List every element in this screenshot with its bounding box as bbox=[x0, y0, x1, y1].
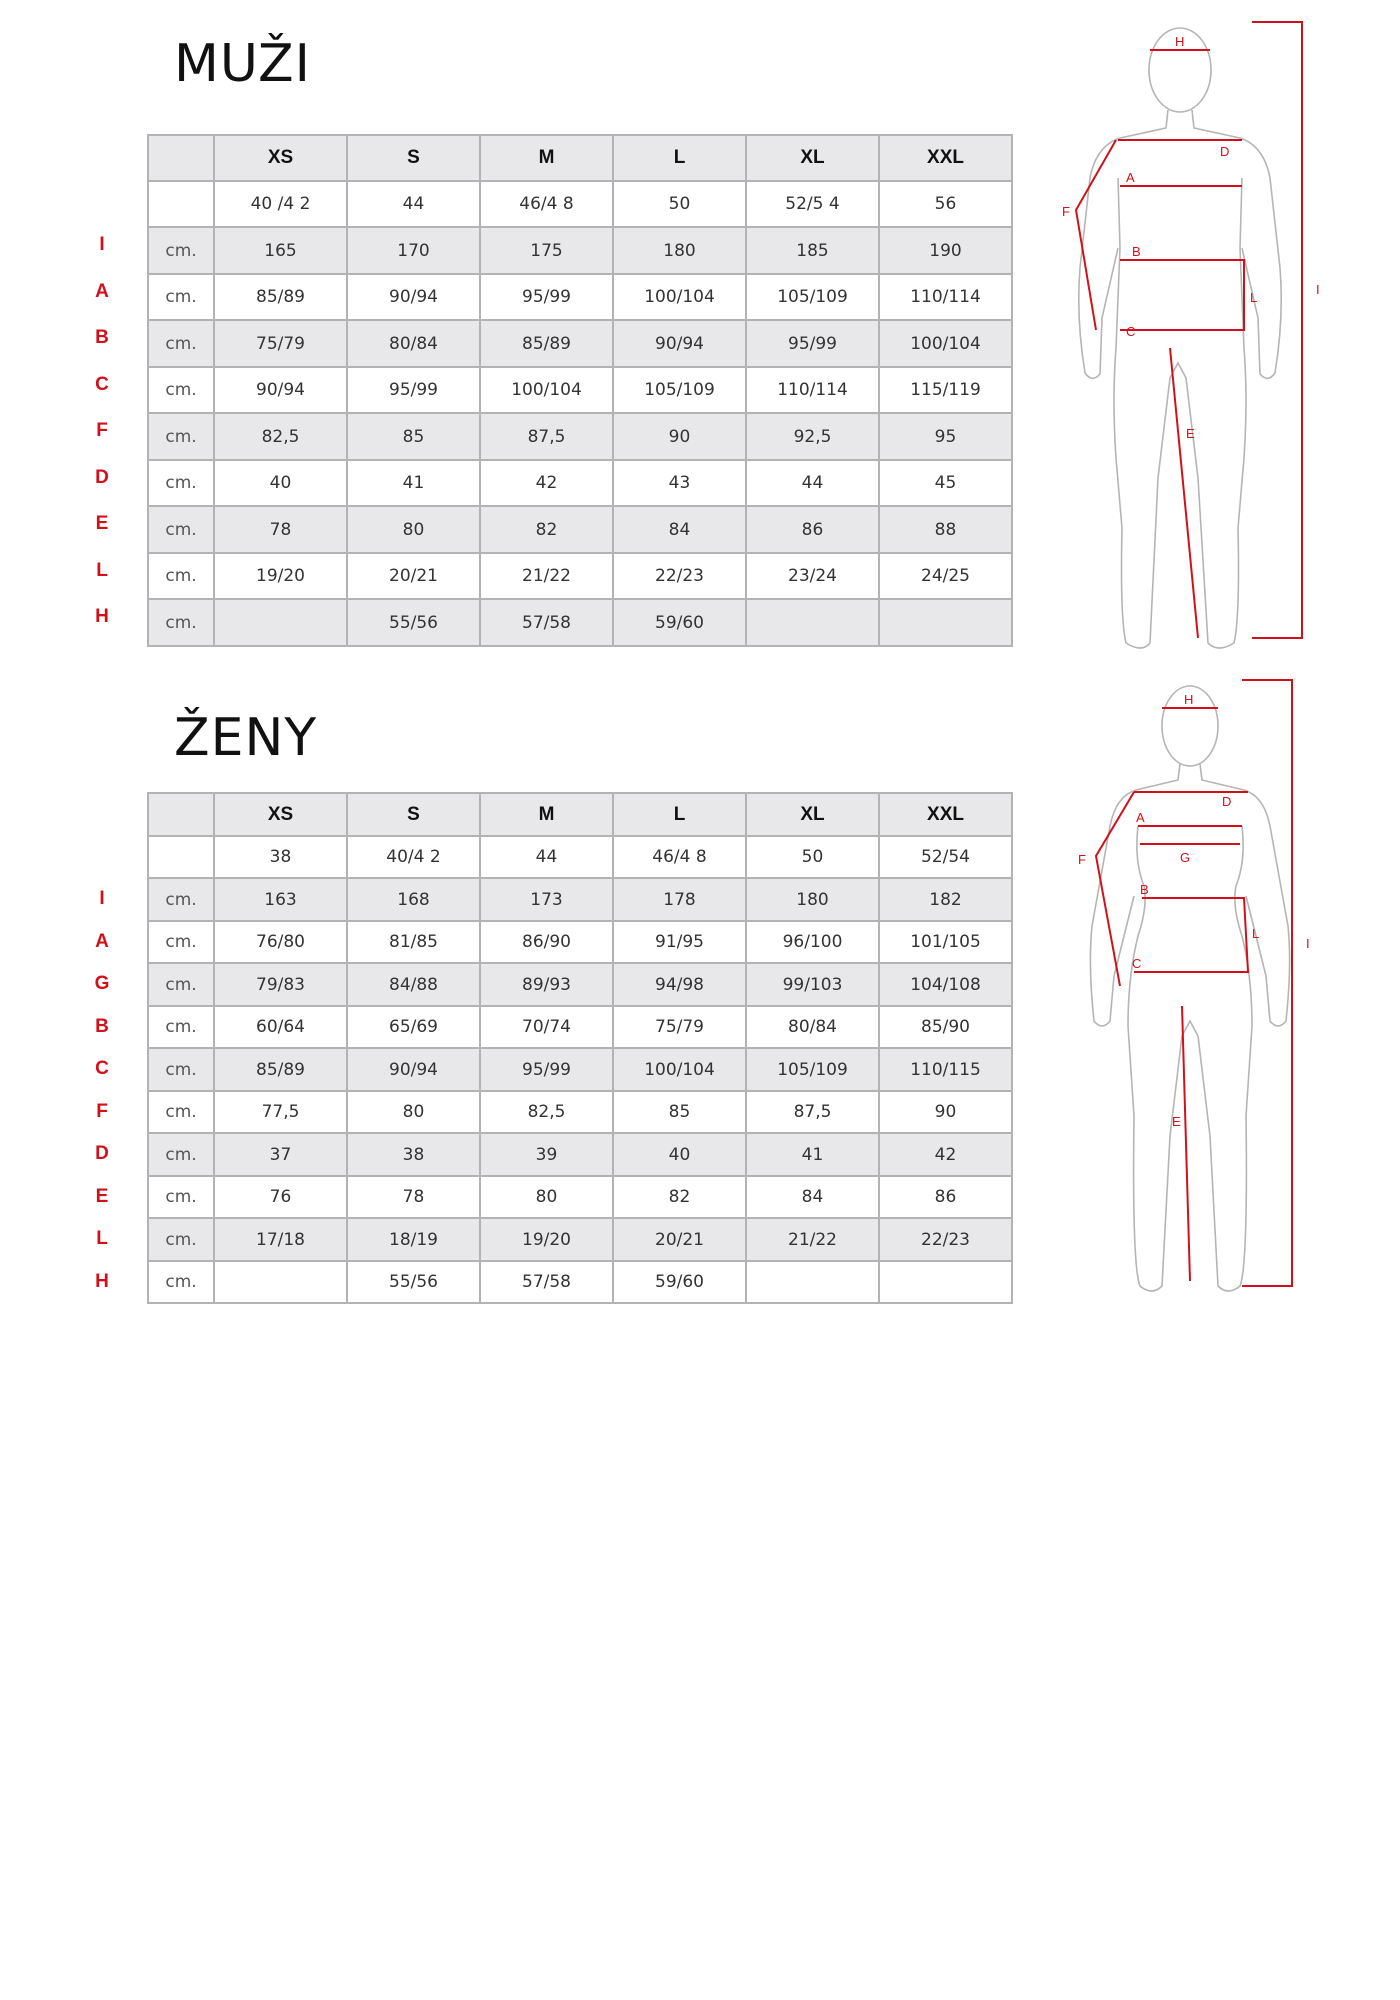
unit-cell: cm. bbox=[148, 227, 214, 274]
table-cell: 57/58 bbox=[480, 1261, 613, 1303]
table-cell: 94/98 bbox=[613, 963, 746, 1006]
table-cell: 40/4 2 bbox=[347, 836, 480, 878]
men-letter-A: A bbox=[95, 281, 109, 302]
figure-label-h: H bbox=[1175, 34, 1185, 49]
table-cell: 101/105 bbox=[879, 921, 1012, 963]
women-size-table bbox=[147, 792, 1013, 1304]
women-letter-H: H bbox=[95, 1271, 109, 1292]
table-cell: 42 bbox=[480, 460, 613, 506]
table-row bbox=[148, 599, 1012, 646]
table-cell: 40 bbox=[613, 1133, 746, 1176]
table-cell: 90/94 bbox=[214, 367, 347, 413]
figure-label-b: B bbox=[1140, 882, 1149, 897]
table-cell: 85/89 bbox=[214, 274, 347, 320]
table-cell: 45 bbox=[879, 460, 1012, 506]
table-cell bbox=[214, 599, 347, 646]
table-row bbox=[148, 1218, 1012, 1261]
table-cell: 100/104 bbox=[613, 274, 746, 320]
table-cell: 38 bbox=[214, 836, 347, 878]
men-body-svg bbox=[1020, 18, 1340, 658]
table-cell: 76/80 bbox=[214, 921, 347, 963]
table-cell: 39 bbox=[480, 1133, 613, 1176]
table-row bbox=[148, 921, 1012, 963]
table-cell: 22/23 bbox=[613, 553, 746, 599]
table-row bbox=[148, 1048, 1012, 1091]
table-cell: 96/100 bbox=[746, 921, 879, 963]
table-cell: 100/104 bbox=[480, 367, 613, 413]
table-cell: 165 bbox=[214, 227, 347, 274]
men-letter-I: I bbox=[99, 234, 105, 255]
table-cell: 80/84 bbox=[347, 320, 480, 367]
women-header-corner bbox=[148, 793, 214, 836]
unit-cell: cm. bbox=[148, 1176, 214, 1218]
table-cell: 56 bbox=[879, 181, 1012, 227]
table-cell: 52/5 4 bbox=[746, 181, 879, 227]
table-cell: 90 bbox=[613, 413, 746, 460]
table-cell: 78 bbox=[347, 1176, 480, 1218]
table-row bbox=[148, 878, 1012, 921]
table-cell: 40 /4 2 bbox=[214, 181, 347, 227]
table-cell: 173 bbox=[480, 878, 613, 921]
unit-cell: cm. bbox=[148, 1006, 214, 1048]
table-cell: 85 bbox=[347, 413, 480, 460]
women-header-m: M bbox=[480, 793, 613, 836]
table-cell: 60/64 bbox=[214, 1006, 347, 1048]
table-cell: 95/99 bbox=[480, 1048, 613, 1091]
men-title: MUŽI bbox=[174, 34, 311, 94]
figure-label-d: D bbox=[1222, 794, 1232, 809]
table-cell: 75/79 bbox=[214, 320, 347, 367]
table-cell: 44 bbox=[480, 836, 613, 878]
unit-cell: cm. bbox=[148, 599, 214, 646]
men-header-corner bbox=[148, 135, 214, 181]
men-letter-B: B bbox=[95, 327, 109, 348]
men-letter-H: H bbox=[95, 606, 109, 627]
figure-label-c: C bbox=[1132, 956, 1142, 971]
figure-label-f: F bbox=[1062, 204, 1070, 219]
unit-cell: cm. bbox=[148, 1261, 214, 1303]
women-header-row bbox=[148, 793, 1012, 836]
women-letter-E: E bbox=[95, 1186, 109, 1207]
figure-label-b: B bbox=[1132, 244, 1141, 259]
table-cell: 91/95 bbox=[613, 921, 746, 963]
table-cell: 87,5 bbox=[746, 1091, 879, 1133]
women-letter-I: I bbox=[99, 888, 105, 909]
table-cell: 80/84 bbox=[746, 1006, 879, 1048]
table-cell: 24/25 bbox=[879, 553, 1012, 599]
table-cell: 178 bbox=[613, 878, 746, 921]
table-cell: 90 bbox=[879, 1091, 1012, 1133]
unit-cell: cm. bbox=[148, 878, 214, 921]
women-header-s: S bbox=[347, 793, 480, 836]
table-cell: 180 bbox=[746, 878, 879, 921]
table-cell: 59/60 bbox=[613, 1261, 746, 1303]
unit-cell: cm. bbox=[148, 413, 214, 460]
table-row bbox=[148, 320, 1012, 367]
figure-label-c: C bbox=[1126, 324, 1136, 339]
table-cell: 19/20 bbox=[480, 1218, 613, 1261]
women-header-xxl: XXL bbox=[879, 793, 1012, 836]
table-cell: 55/56 bbox=[347, 1261, 480, 1303]
table-cell: 84 bbox=[746, 1176, 879, 1218]
men-header-l: L bbox=[613, 135, 746, 181]
women-title: ŽENY bbox=[174, 708, 318, 768]
table-cell: 104/108 bbox=[879, 963, 1012, 1006]
women-header-xl: XL bbox=[746, 793, 879, 836]
table-cell: 20/21 bbox=[347, 553, 480, 599]
table-cell: 85/89 bbox=[480, 320, 613, 367]
figure-label-i: I bbox=[1316, 282, 1320, 297]
table-cell: 80 bbox=[480, 1176, 613, 1218]
figure-label-h: H bbox=[1184, 692, 1194, 707]
table-row bbox=[148, 963, 1012, 1006]
women-size-number-row bbox=[148, 836, 1012, 878]
unit-cell: cm. bbox=[148, 1133, 214, 1176]
unit-cell: cm. bbox=[148, 460, 214, 506]
figure-label-g: G bbox=[1180, 850, 1191, 865]
table-cell: 77,5 bbox=[214, 1091, 347, 1133]
table-row bbox=[148, 460, 1012, 506]
table-cell: 50 bbox=[746, 836, 879, 878]
unit-cell: cm. bbox=[148, 963, 214, 1006]
women-letter-L: L bbox=[96, 1228, 108, 1249]
women-letter-D: D bbox=[95, 1143, 109, 1164]
men-header-xl: XL bbox=[746, 135, 879, 181]
unit-cell: cm. bbox=[148, 274, 214, 320]
table-cell: 180 bbox=[613, 227, 746, 274]
table-cell: 86/90 bbox=[480, 921, 613, 963]
women-header-l: L bbox=[613, 793, 746, 836]
table-cell: 100/104 bbox=[613, 1048, 746, 1091]
table-cell: 50 bbox=[613, 181, 746, 227]
unit-cell: cm. bbox=[148, 506, 214, 553]
table-cell: 79/83 bbox=[214, 963, 347, 1006]
table-cell: 55/56 bbox=[347, 599, 480, 646]
unit-cell: cm. bbox=[148, 1091, 214, 1133]
table-cell: 44 bbox=[347, 181, 480, 227]
women-letter-B: B bbox=[95, 1016, 109, 1037]
unit-cell: cm. bbox=[148, 320, 214, 367]
women-body-svg bbox=[1030, 676, 1350, 1316]
table-cell: 115/119 bbox=[879, 367, 1012, 413]
table-cell: 90/94 bbox=[613, 320, 746, 367]
table-cell: 110/115 bbox=[879, 1048, 1012, 1091]
table-cell: 168 bbox=[347, 878, 480, 921]
table-cell: 78 bbox=[214, 506, 347, 553]
table-row bbox=[148, 367, 1012, 413]
unit-cell: cm. bbox=[148, 553, 214, 599]
table-cell: 23/24 bbox=[746, 553, 879, 599]
table-cell: 89/93 bbox=[480, 963, 613, 1006]
figure-label-i: I bbox=[1306, 936, 1310, 951]
table-cell: 95/99 bbox=[746, 320, 879, 367]
table-cell: 90/94 bbox=[347, 1048, 480, 1091]
table-cell bbox=[746, 599, 879, 646]
table-cell: 37 bbox=[214, 1133, 347, 1176]
figure-label-d: D bbox=[1220, 144, 1230, 159]
table-cell: 95/99 bbox=[480, 274, 613, 320]
figure-label-l: L bbox=[1250, 290, 1258, 305]
women-letter-G: G bbox=[94, 973, 110, 994]
table-cell: 44 bbox=[746, 460, 879, 506]
table-cell bbox=[746, 1261, 879, 1303]
table-cell: 76 bbox=[214, 1176, 347, 1218]
table-cell: 110/114 bbox=[879, 274, 1012, 320]
table-cell: 182 bbox=[879, 878, 1012, 921]
table-cell bbox=[879, 599, 1012, 646]
table-cell: 41 bbox=[347, 460, 480, 506]
table-row bbox=[148, 1261, 1012, 1303]
table-cell: 105/109 bbox=[746, 1048, 879, 1091]
table-cell: 110/114 bbox=[746, 367, 879, 413]
table-cell: 59/60 bbox=[613, 599, 746, 646]
table-cell: 92,5 bbox=[746, 413, 879, 460]
table-cell: 46/4 8 bbox=[480, 181, 613, 227]
table-cell: 95/99 bbox=[347, 367, 480, 413]
table-cell: 82 bbox=[613, 1176, 746, 1218]
table-cell: 163 bbox=[214, 878, 347, 921]
table-cell: 175 bbox=[480, 227, 613, 274]
table-cell: 190 bbox=[879, 227, 1012, 274]
table-cell: 80 bbox=[347, 1091, 480, 1133]
table-cell: 82,5 bbox=[480, 1091, 613, 1133]
men-header-xs: XS bbox=[214, 135, 347, 181]
men-letter-E: E bbox=[95, 513, 109, 534]
table-row bbox=[148, 413, 1012, 460]
table-cell: 99/103 bbox=[746, 963, 879, 1006]
table-cell: 46/4 8 bbox=[613, 836, 746, 878]
figure-label-f: F bbox=[1078, 852, 1086, 867]
women-letter-A: A bbox=[95, 931, 109, 952]
table-cell: 84/88 bbox=[347, 963, 480, 1006]
table-cell: 90/94 bbox=[347, 274, 480, 320]
table-cell: 95 bbox=[879, 413, 1012, 460]
table-cell: 170 bbox=[347, 227, 480, 274]
women-header-xs: XS bbox=[214, 793, 347, 836]
women-body-outline bbox=[1090, 686, 1289, 1291]
table-cell: 85/89 bbox=[214, 1048, 347, 1091]
table-cell: 21/22 bbox=[746, 1218, 879, 1261]
men-body-figure bbox=[1020, 18, 1340, 658]
table-cell: 86 bbox=[879, 1176, 1012, 1218]
table-cell: 75/79 bbox=[613, 1006, 746, 1048]
women-letter-F: F bbox=[96, 1101, 108, 1122]
table-row bbox=[148, 1091, 1012, 1133]
unit-cell: cm. bbox=[148, 1218, 214, 1261]
men-letter-F: F bbox=[96, 420, 108, 441]
men-header-xxl: XXL bbox=[879, 135, 1012, 181]
figure-label-a: A bbox=[1136, 810, 1145, 825]
table-cell: 20/21 bbox=[613, 1218, 746, 1261]
table-cell: 85 bbox=[613, 1091, 746, 1133]
men-letter-C: C bbox=[95, 374, 109, 395]
men-size-number-unit bbox=[148, 181, 214, 227]
table-cell: 41 bbox=[746, 1133, 879, 1176]
women-figure-letters bbox=[1078, 692, 1310, 1129]
table-cell: 81/85 bbox=[347, 921, 480, 963]
men-figure-letters bbox=[1062, 34, 1320, 441]
women-size-number-unit bbox=[148, 836, 214, 878]
table-row bbox=[148, 1176, 1012, 1218]
figure-label-e: E bbox=[1186, 426, 1195, 441]
table-cell: 38 bbox=[347, 1133, 480, 1176]
table-cell: 82 bbox=[480, 506, 613, 553]
men-header-row bbox=[148, 135, 1012, 181]
table-row bbox=[148, 506, 1012, 553]
table-cell: 82,5 bbox=[214, 413, 347, 460]
table-cell: 105/109 bbox=[746, 274, 879, 320]
figure-label-e: E bbox=[1172, 1114, 1181, 1129]
men-header-m: M bbox=[480, 135, 613, 181]
table-cell: 17/18 bbox=[214, 1218, 347, 1261]
women-body-figure bbox=[1030, 676, 1350, 1316]
men-measure-lines bbox=[1076, 22, 1302, 638]
men-letter-L: L bbox=[96, 560, 108, 581]
table-row bbox=[148, 274, 1012, 320]
table-cell: 52/54 bbox=[879, 836, 1012, 878]
table-row bbox=[148, 1133, 1012, 1176]
table-cell bbox=[879, 1261, 1012, 1303]
table-cell: 42 bbox=[879, 1133, 1012, 1176]
table-cell: 22/23 bbox=[879, 1218, 1012, 1261]
table-cell: 70/74 bbox=[480, 1006, 613, 1048]
table-cell: 19/20 bbox=[214, 553, 347, 599]
table-cell bbox=[214, 1261, 347, 1303]
table-cell: 84 bbox=[613, 506, 746, 553]
table-cell: 80 bbox=[347, 506, 480, 553]
table-cell: 57/58 bbox=[480, 599, 613, 646]
table-cell: 18/19 bbox=[347, 1218, 480, 1261]
table-cell: 65/69 bbox=[347, 1006, 480, 1048]
men-body-outline bbox=[1079, 28, 1281, 648]
table-cell: 86 bbox=[746, 506, 879, 553]
table-cell: 105/109 bbox=[613, 367, 746, 413]
table-cell: 43 bbox=[613, 460, 746, 506]
table-row bbox=[148, 1006, 1012, 1048]
men-size-table bbox=[147, 134, 1013, 647]
table-cell: 88 bbox=[879, 506, 1012, 553]
men-letter-D: D bbox=[95, 467, 109, 488]
women-measure-lines bbox=[1096, 680, 1292, 1286]
table-cell: 87,5 bbox=[480, 413, 613, 460]
table-row bbox=[148, 553, 1012, 599]
women-letter-C: C bbox=[95, 1058, 109, 1079]
table-cell: 21/22 bbox=[480, 553, 613, 599]
table-cell: 85/90 bbox=[879, 1006, 1012, 1048]
unit-cell: cm. bbox=[148, 367, 214, 413]
table-row bbox=[148, 227, 1012, 274]
men-header-s: S bbox=[347, 135, 480, 181]
unit-cell: cm. bbox=[148, 921, 214, 963]
table-cell: 100/104 bbox=[879, 320, 1012, 367]
table-cell: 40 bbox=[214, 460, 347, 506]
men-size-number-row bbox=[148, 181, 1012, 227]
unit-cell: cm. bbox=[148, 1048, 214, 1091]
figure-label-a: A bbox=[1126, 170, 1135, 185]
figure-label-l: L bbox=[1252, 926, 1260, 941]
table-cell: 185 bbox=[746, 227, 879, 274]
